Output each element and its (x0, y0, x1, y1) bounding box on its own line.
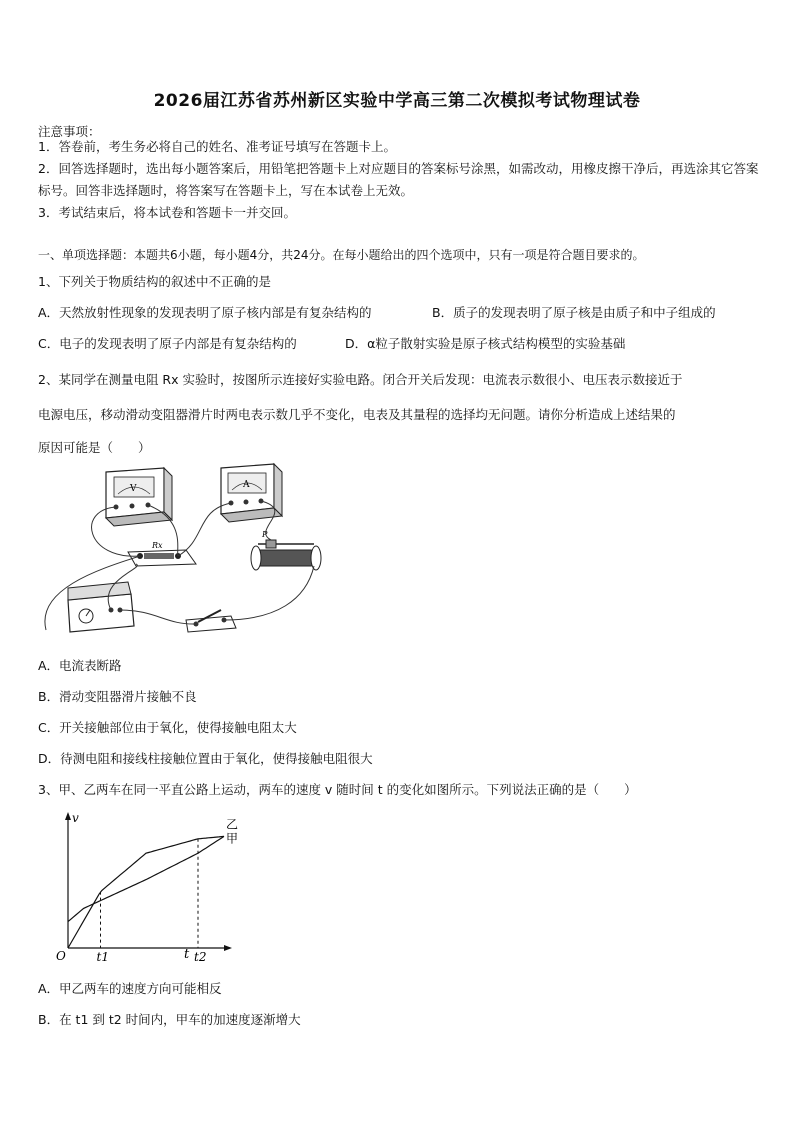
notice-heading: 注意事项： (38, 124, 101, 139)
q1-option-a: A．天然放射性现象的发现表明了原子核内部是有复杂结构的 (38, 305, 372, 320)
x-axis-arrow-icon (224, 945, 232, 951)
page-title: 2026届江苏省苏州新区实验中学高三第二次模拟考试物理试卷 (153, 91, 641, 111)
rheostat (251, 530, 321, 570)
notice-item-3: 3．考试结束后，将本试卷和答题卡一并交回。 (38, 205, 296, 220)
series-line-1 (68, 836, 224, 921)
y-axis-label: v (72, 811, 79, 825)
notice-item-2: 2．回答选择题时，选出每小题答案后，用铅笔把答题卡上对应题目的答案标号涂黑，如需改动，用橡皮擦干净后，再选涂其它答案标号。回答非选择题时，将答案写在答题卡上，写在本试卷上无效。 (38, 161, 759, 198)
voltmeter-label: V (130, 484, 137, 494)
q2-option-d: D．待测电阻和接线柱接触位置由于氧化，使得接触电阻很大 (38, 751, 373, 766)
power-supply (68, 582, 134, 632)
x-tick-label-1: t2 (194, 950, 207, 964)
section-heading: 一、单项选择题：本题共6小题，每小题4分，共24分。在每小题给出的四个选项中，只有一项是符合题目要求的。 (38, 248, 645, 262)
q3-option-b: B．在 t1 到 t2 时间内，甲车的加速度逐渐增大 (38, 1012, 301, 1027)
q3-stem: 3、甲、乙两车在同一平直公路上运动，两车的速度 v 随时间 t 的变化如图所示。下列说法正确的是（ ） (38, 782, 637, 797)
q1-stem: 1、下列关于物质结构的叙述中不正确的是 (38, 274, 271, 289)
q2-option-b: B．滑动变阻器滑片接触不良 (38, 689, 197, 704)
circuit-figure (36, 460, 336, 650)
q2-option-c: C．开关接触部位由于氧化，使得接触电阻太大 (38, 720, 297, 735)
x-axis-label: t (184, 947, 190, 962)
series-label-1: 乙 (226, 817, 239, 832)
q1-option-b: B．质子的发现表明了原子核是由质子和中子组成的 (432, 305, 716, 320)
series-label-0: 甲 (226, 831, 239, 846)
switch (186, 610, 236, 632)
q1-option-c: C．电子的发现表明了原子内部是有复杂结构的 (38, 336, 297, 351)
origin-label: O (56, 949, 66, 963)
resistor-rx (128, 541, 196, 566)
q2-stem-line2: 电源电压，移动滑动变阻器滑片时两电表示数几乎不变化，电表及其量程的选择均无问题。请你分析造成上述结果的 (38, 407, 676, 422)
x-tick-label-0: t1 (96, 950, 109, 964)
vt-chart (50, 808, 240, 968)
ammeter-label: A (243, 480, 250, 490)
q3-option-a: A．甲乙两车的速度方向可能相反 (38, 981, 222, 996)
rx-label: Rx (152, 541, 163, 550)
y-axis-arrow-icon (65, 812, 71, 820)
q2-stem-line1: 2、某同学在测量电阻 Rx 实验时，按图所示连接好实验电路。闭合开关后发现：电流表示数很小、电压表示数接近于 (38, 372, 683, 387)
rheostat-p-label: P (262, 530, 268, 539)
series-line-0 (68, 836, 224, 948)
notice-item-1: 1．答卷前，考生务必将自己的姓名、准考证号填写在答题卡上。 (38, 139, 396, 154)
ammeter (221, 464, 282, 522)
q1-option-d: D．α粒子散射实验是原子核式结构模型的实验基础 (345, 336, 626, 351)
q2-option-a: A．电流表断路 (38, 658, 122, 673)
q2-stem-line3: 原因可能是（ ） (38, 440, 151, 455)
voltmeter (106, 468, 172, 526)
